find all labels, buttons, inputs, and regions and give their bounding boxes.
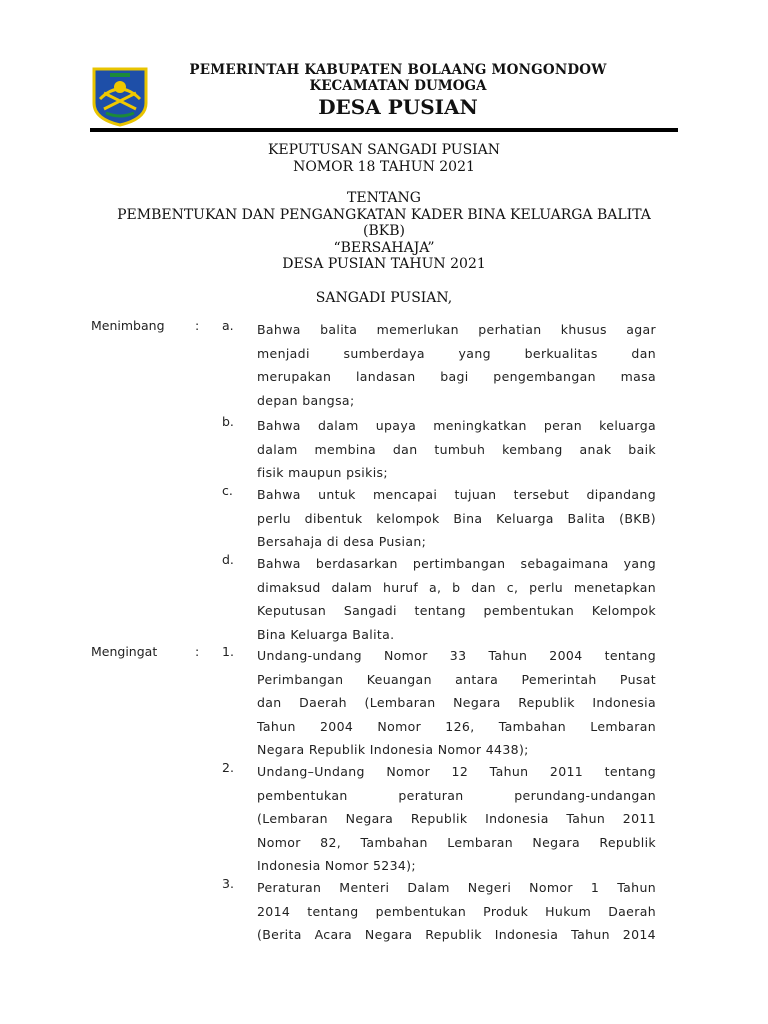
item-text bbox=[257, 414, 656, 485]
item-marker: 3. bbox=[222, 876, 234, 891]
text-line: Peraturan Menteri Dalam Negeri Nomor 1 Tahun bbox=[257, 880, 656, 895]
text-line: perlu dibentuk kelompok Bina Keluarga Balita (BKB) bbox=[257, 510, 656, 526]
text-line: Bersahaja di desa Pusian; bbox=[257, 534, 427, 549]
text-line: Nomor 82, Tambahan Lembaran Negara Republik bbox=[257, 834, 656, 850]
text-line: (Berita Acara Negara Republik Indonesia Tahun 2014 bbox=[257, 927, 656, 942]
text-line: Bahwa dalam upaya meningkatkan peran keluarga bbox=[257, 418, 656, 433]
item-text bbox=[257, 483, 656, 554]
subject-about: TENTANG bbox=[347, 190, 421, 206]
section-colon: : bbox=[195, 318, 200, 333]
item-text bbox=[257, 318, 656, 412]
text-line: Bina Keluarga Balita. bbox=[257, 626, 395, 642]
text-line: pembentukan peraturan perundang-undangan bbox=[257, 787, 656, 803]
decree-number: NOMOR 18 TAHUN 2021 bbox=[293, 158, 475, 175]
decree-title bbox=[0, 142, 768, 175]
text-line: merupakan landasan bagi pengembangan masa bbox=[257, 369, 656, 384]
item-marker: 1. bbox=[222, 644, 234, 659]
issuer-line: SANGADI PUSIAN, bbox=[315, 290, 453, 306]
text-line: Negara Republik Indonesia Nomor 4438); bbox=[257, 742, 529, 757]
item-text bbox=[257, 876, 656, 947]
item-text bbox=[257, 760, 656, 878]
text-line: Undang–Undang Nomor 12 Tahun 2011 tentang bbox=[257, 764, 656, 779]
district-name: KECAMATAN DUMOGA bbox=[309, 78, 487, 94]
item-marker: a. bbox=[222, 318, 234, 333]
subject-line: DESA PUSIAN TAHUN 2021 bbox=[282, 256, 486, 272]
item-marker: 2. bbox=[222, 760, 234, 775]
text-line: Bahwa untuk mencapai tujuan tersebut dipandang bbox=[257, 487, 656, 502]
text-line: dalam membina dan tumbuh kembang anak baik bbox=[257, 441, 656, 457]
decree-heading: KEPUTUSAN SANGADI PUSIAN bbox=[267, 142, 501, 158]
item-text bbox=[257, 644, 656, 762]
subject-line: “BERSAHAJA” bbox=[333, 239, 435, 256]
text-line: Undang-undang Nomor 33 Tahun 2004 tentang bbox=[257, 648, 656, 663]
village-name: DESA PUSIAN bbox=[318, 95, 478, 119]
item-marker: c. bbox=[222, 483, 233, 498]
subject-line: (BKB) bbox=[363, 223, 405, 239]
text-line: Bahwa berdasarkan pertimbangan sebagaimana yang bbox=[257, 556, 656, 571]
text-line: fisik maupun psikis; bbox=[257, 465, 388, 480]
letterhead-divider bbox=[90, 128, 678, 132]
text-line: Indonesia Nomor 5234); bbox=[257, 858, 416, 873]
section-label: Menimbang bbox=[91, 318, 165, 333]
text-line: Bahwa balita memerlukan perhatian khusus agar bbox=[257, 322, 656, 337]
section-label: Mengingat bbox=[91, 644, 158, 659]
text-line: 2014 tentang pembentukan Produk Hukum Daerah bbox=[257, 903, 656, 919]
subject-line: PEMBENTUKAN DAN PENGANGKATAN KADER BINA KELUARGA BALITA bbox=[117, 206, 651, 223]
text-line: dan Daerah (Lembaran Negara Republik Indonesia bbox=[257, 695, 656, 710]
text-line: (Lembaran Negara Republik Indonesia Tahun 2011 bbox=[257, 811, 656, 826]
government-name: PEMERINTAH KABUPATEN BOLAANG MONGONDOW bbox=[189, 62, 607, 78]
text-line: dimaksud dalam huruf a, b dan c, perlu menetapkan bbox=[257, 579, 656, 595]
item-marker: b. bbox=[222, 414, 234, 429]
item-marker: d. bbox=[222, 552, 234, 567]
item-text bbox=[257, 552, 656, 646]
text-line: Keputusan Sangadi tentang pembentukan Kelompok bbox=[257, 603, 656, 618]
text-line: Tahun 2004 Nomor 126, Tambahan Lembaran bbox=[257, 718, 656, 734]
text-line: Perimbangan Keuangan antara Pemerintah Pusat bbox=[257, 671, 656, 687]
section-colon: : bbox=[195, 644, 200, 659]
text-line: menjadi sumberdaya yang berkualitas dan bbox=[257, 345, 656, 361]
decree-subject bbox=[0, 190, 768, 273]
text-line: depan bangsa; bbox=[257, 392, 355, 408]
letterhead bbox=[88, 62, 678, 132]
